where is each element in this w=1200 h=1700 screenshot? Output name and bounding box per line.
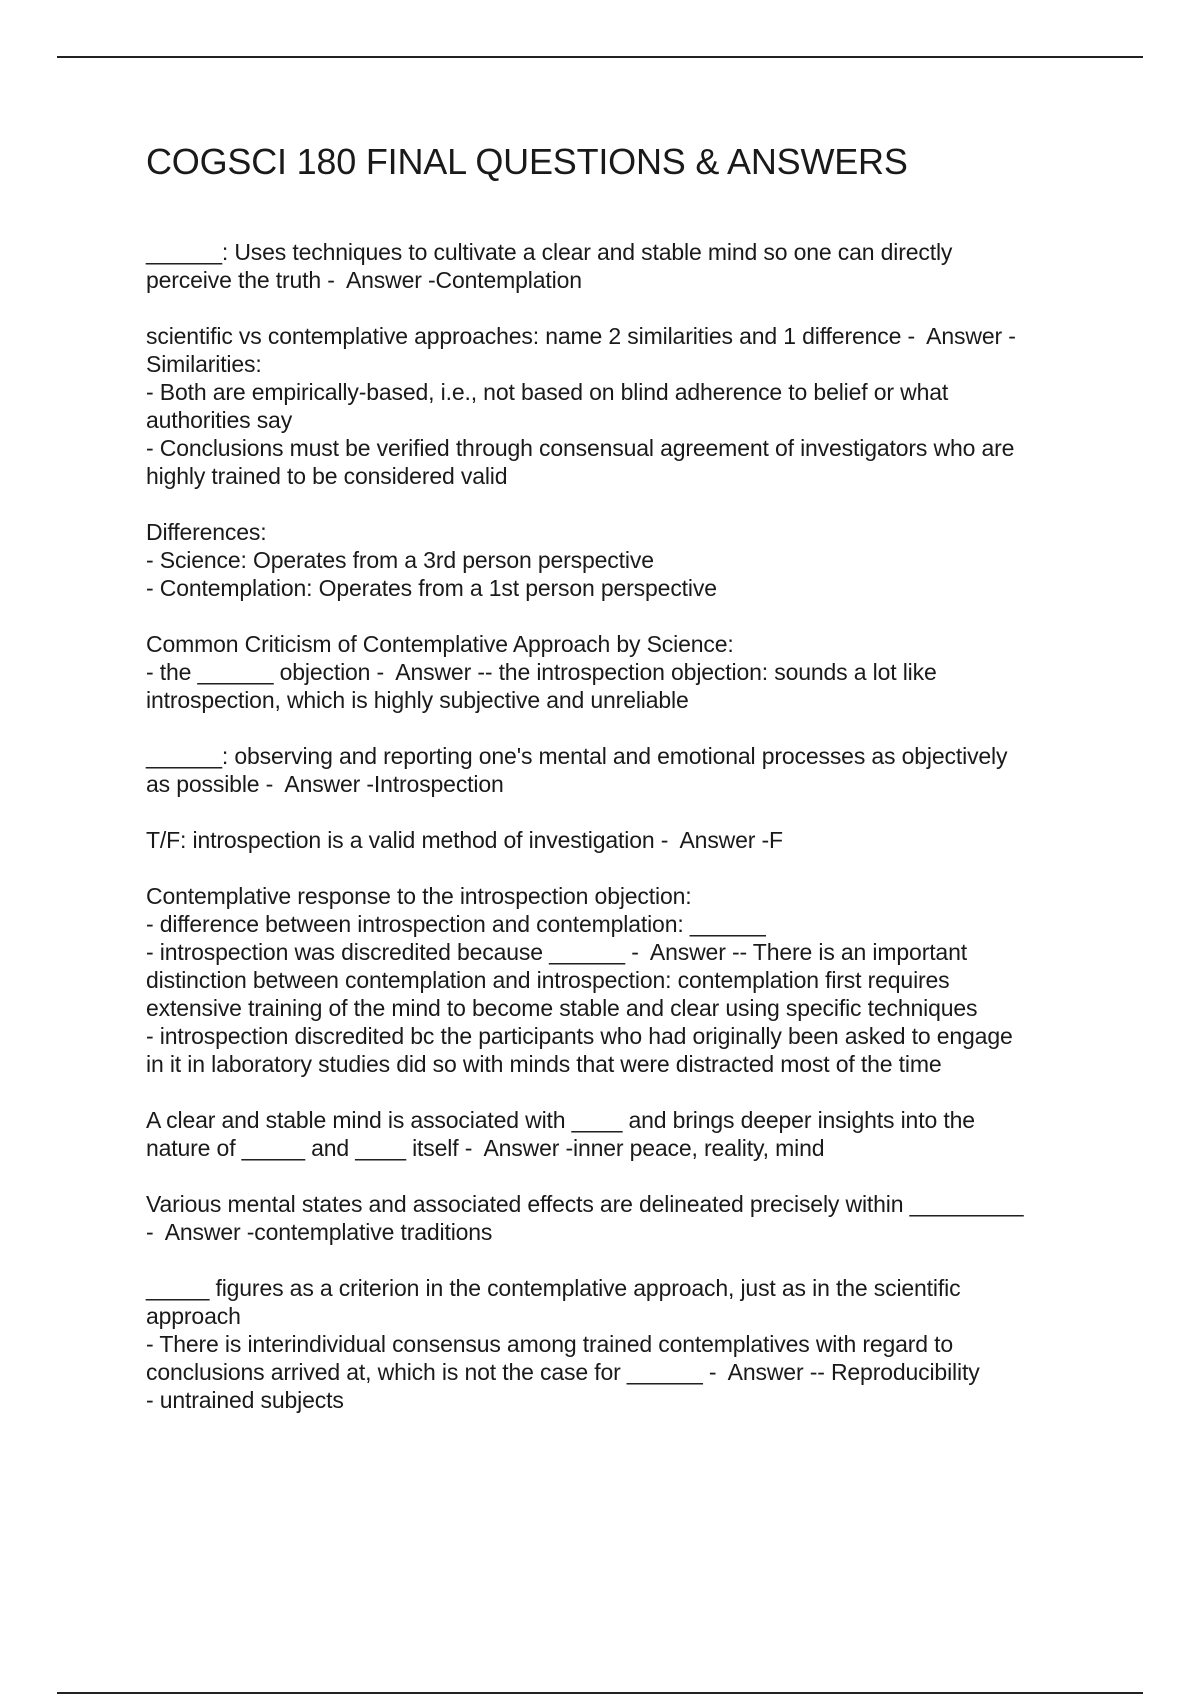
qa-entry: A clear and stable mind is associated with ____ and brings deeper insights into the nature of _____ and ____ itself - Answer -inner peace, reality, mind bbox=[146, 1107, 975, 1161]
qa-entry: Common Criticism of Contemplative Approach by Science: - the ______ objection - Answer -- the introspection objection: sounds a lot like introspection, which is highly subjective and unreliable bbox=[146, 631, 937, 713]
bottom-divider bbox=[57, 1692, 1143, 1694]
qa-entry: scientific vs contemplative approaches: name 2 similarities and 1 difference - Answer - Similarities: - Both are empirically-based, i.e., not based on blind adherence to belief or what authorities say - Conclusions must be verified through consensual agreement of investigators who are highly trained to be considered valid bbox=[146, 323, 1016, 489]
qa-entry: ______: Uses techniques to cultivate a clear and stable mind so one can directly perceive the truth - Answer -Contemplation bbox=[146, 239, 953, 293]
qa-entry: _____ figures as a criterion in the contemplative approach, just as in the scientific approach - There is interindividual consensus among trained contemplatives with regard to conclusions arrived at, which is not the case for ______ - Answer -- Reproducibility - untrained subjects bbox=[146, 1275, 980, 1413]
qa-entry: T/F: introspection is a valid method of investigation - Answer -F bbox=[146, 827, 783, 853]
qa-entry: Contemplative response to the introspection objection: - difference between introspection and contemplation: ______ - introspection was discredited because ______ - Answer -- There is an important distinction between contemplation and introspection: contemplation first requires extensive training of the mind to become stable and clear using specific techniques - introspection discredited bc the participants who had originally been asked to engage in it in laboratory studies did so with minds that were distracted most of the time bbox=[146, 883, 1013, 1077]
qa-entry: Various mental states and associated effects are delineated precisely within _________ - Answer -contemplative traditions bbox=[146, 1191, 1024, 1245]
qa-entry: ______: observing and reporting one's mental and emotional processes as objectively as possible - Answer -Introspection bbox=[146, 743, 1008, 797]
qa-entry: Differences: - Science: Operates from a 3rd person perspective - Contemplation: Operates from a 1st person perspective bbox=[146, 519, 717, 601]
top-divider bbox=[57, 56, 1143, 58]
document-body bbox=[146, 140, 1096, 1442]
document-title: COGSCI 180 FINAL QUESTIONS & ANSWERS bbox=[146, 141, 908, 182]
